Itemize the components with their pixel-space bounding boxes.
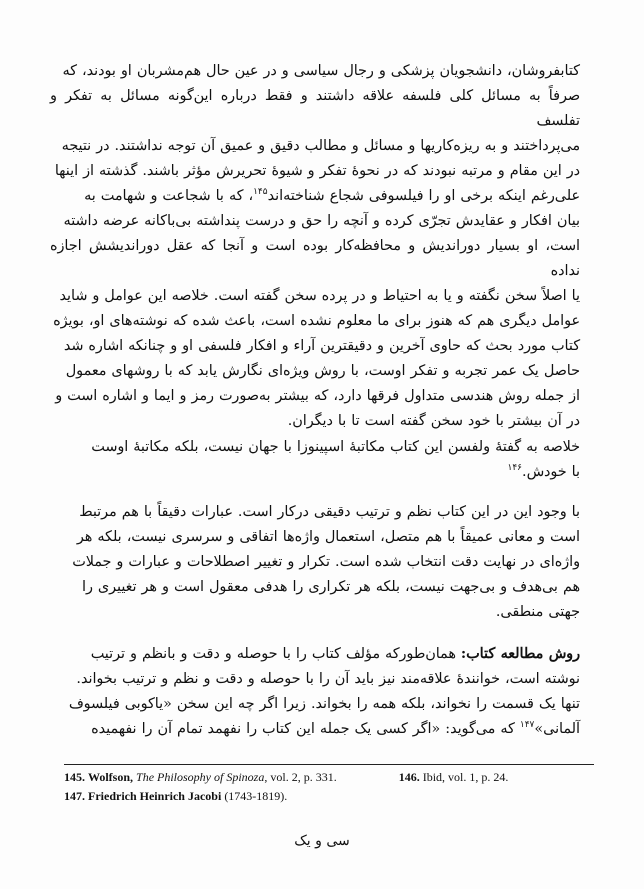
footnote-ref-147[interactable]: ۱۴۷ [519,720,535,731]
footnote-number: 145. [64,770,85,784]
text-line: یا اصلاً سخن نگفته و یا به احتیاط و در پرده سخن گفته است. خلاصه این عوامل و شاید [59,288,580,304]
footnote-author: Wolfson, [88,770,134,784]
body-paragraph-2 [50,435,580,485]
footnote-line [64,787,604,806]
text-line: جهتی منطقی. [495,604,580,620]
text-segment: با خودش. [522,464,580,480]
text-line: هم بی‌هدف و بی‌جهت نیست، بلکه هر تکراری را هدفی معقول است و هر تغییری را [82,579,580,595]
text-segment: همان‌طورکه مؤلف کتاب را با حوصله و دقت و بانظم و ترتیب [90,646,461,662]
text-segment: علی‌رغم اینکه برخی او را فیلسوفی شجاع شناخته‌اند [267,188,580,204]
footnote-line [64,768,604,787]
text-segment: ، که با شجاعت و شهامت به [84,188,254,204]
text-line [50,184,580,209]
text-line: کتابفروشان، دانشجویان پزشکی و رجال سیاسی و در عین حال هم‌مشربان او بودند، که [62,63,580,79]
text-line: حاصل یک عمر تجربه و تفکر اوست، با روش ویژه‌ای نگارش یابد که با روشهای معمول [65,363,580,379]
text-line: کتاب مورد بحث که حاوی آخرین و دقیقترین آراء و افکار فلسفی او و چنانکه اشاره شد [63,338,580,354]
text-line: است، او بسیار دوراندیش و محافظه‌کار بوده است و آنجا که عقل دوراندیشش اجازه نداده [50,238,580,279]
text-line: با وجود این در این کتاب نظم و ترتیب دقیقی درکار است. عبارات دقیقاً با هم مرتبط [79,504,580,520]
section-heading: روش مطالعه کتاب: [460,646,580,662]
footnote-detail: , vol. 2, p. 331. [264,770,337,784]
text-line: تنها یک قسمت را نخواند، بلکه همه را بخواند. زیرا اگر چه این سخن «یاکوبی فیلسوف [68,696,580,712]
footnote-author: Friedrich Heinrich Jacobi [88,789,222,803]
footnote-divider [64,764,594,765]
text-line: عوامل دیگری هم که هنوز برای ما معلوم نشده است، باعث شده که نوشته‌های او، بویژه [53,313,580,329]
text-segment: آلمانی» [534,721,580,737]
text-line: نوشته است، خوانندهٔ علاقه‌مند نیز باید آن را با حوصله و دقت و نظم و ترتیب بخواند. [76,671,580,687]
text-line: از جمله روش هندسی متداول فرقها دارد، که بیشتر به‌صورت رمز و ایما و اشاره است و [55,388,580,404]
text-line: در آن بیشتر با خود سخن گفته است تا با دیگران. [287,413,580,429]
text-line [50,642,580,667]
text-line [50,460,580,485]
footnote-number: 146. [398,770,420,784]
body-paragraph-1 [50,59,580,434]
text-line: می‌پرداختند و به ریزه‌کاریها و مسائل و مطالب دقیق و عمیق آن توجه نداشتند. در نتیجه [61,138,580,154]
footnote-detail: Ibid, vol. 1, p. 24. [422,770,509,784]
footnote-ref-146[interactable]: ۱۴۶ [507,463,523,474]
footnote-title: The Philosophy of Spinoza [136,770,265,784]
footnote-number: 147. [64,789,85,803]
text-line: صرفاً به مسائل کلی فلسفه علاقه داشتند و فقط درباره این‌گونه مسائل به تفکر و تفلسف [50,88,580,129]
text-line: است و معانی عمیقاً با هم متصل، استعمال واژه‌ها اتفاقی و سرسری نیست، بلکه هر [76,529,580,545]
text-line: در این مقام و مرتبه نبودند که در نحوهٔ تفکر و شیوهٔ تحریرش مؤثر باشند. گذشته از اینها [54,163,580,179]
text-line [50,717,580,742]
body-paragraph-3 [50,500,580,625]
text-line: واژه‌ای در نهایت دقت انتخاب شده است. تکرار و تغییر اصطلاحات و عبارات و جملات [72,554,580,570]
body-paragraph-4 [50,642,580,742]
footnotes [64,768,604,806]
footnote-detail: (1743-1819). [221,789,288,803]
text-line: خلاصه به گفتهٔ ولفسن این کتاب مکاتبهٔ اسپینوزا با جهان نیست، بلکه مکاتبهٔ اوست [91,439,580,455]
page-number: سی و یک [294,833,350,849]
footnote-ref-145[interactable]: ۱۴۵ [253,187,268,198]
text-segment: که می‌گوید: «اگر کسی یک جمله این کتاب را نفهمد تمام آن را نفهمیده [91,721,520,737]
text-line: بیان افکار و عقایدش تجرّی کرده و آنچه را حق و درست پنداشته بی‌باکانه عرضه داشته [63,213,580,229]
